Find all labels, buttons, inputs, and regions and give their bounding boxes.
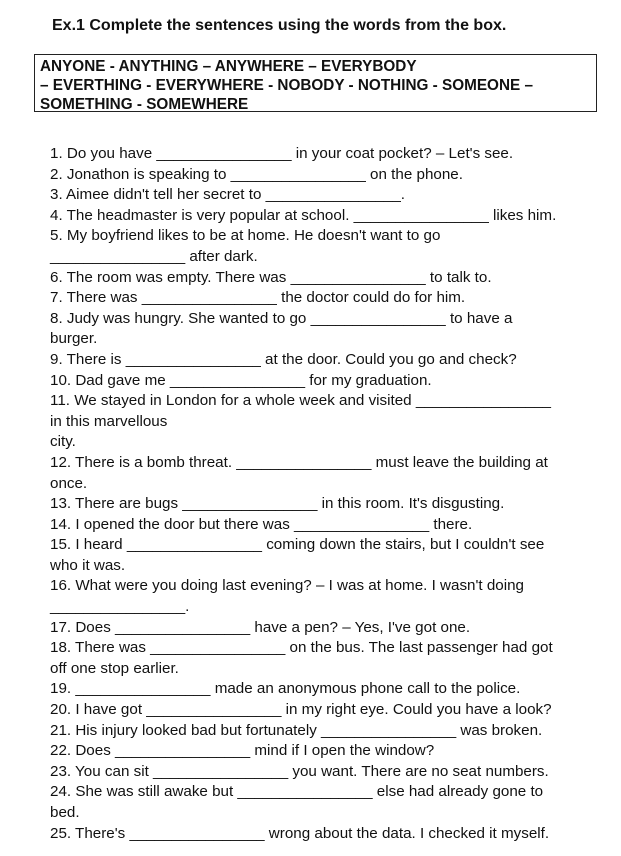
sentence-line: 7. There was ________________ the doctor could do for him.: [50, 289, 466, 307]
word-box-line: – EVERTHING - EVERYWHERE - NOBODY - NOTHING - SOMEONE –: [40, 77, 533, 94]
word-box: [34, 54, 597, 112]
sentence-line: 3. Aimee didn't tell her secret to ________________.: [50, 186, 405, 204]
sentence-line: 6. The room was empty. There was ________________ to talk to.: [50, 268, 492, 286]
sentence-line: 8. Judy was hungry. She wanted to go ________________ to have a: [50, 309, 513, 327]
sentence-line: ________________ after dark.: [50, 247, 258, 265]
sentence-line: ________________.: [50, 598, 190, 616]
sentence-line: 2. Jonathon is speaking to ________________ on the phone.: [50, 165, 463, 183]
sentence-line: 20. I have got ________________ in my right eye. Could you have a look?: [50, 701, 552, 719]
sentence-line: 10. Dad gave me ________________ for my graduation.: [50, 371, 432, 389]
sentence-line: 18. There was ________________ on the bus. The last passenger had got: [50, 639, 553, 657]
word-box-line: SOMETHING - SOMEWHERE: [40, 96, 249, 113]
sentence-line: 17. Does ________________ have a pen? – Yes, I've got one.: [50, 618, 471, 636]
sentence-line: 12. There is a bomb threat. ________________ must leave the building at: [50, 453, 548, 471]
sentence-line: 21. His injury looked bad but fortunately ________________ was broken.: [50, 721, 543, 739]
sentence-line: 13. There are bugs ________________ in this room. It's disgusting.: [50, 495, 505, 513]
sentence-line: once.: [50, 474, 88, 492]
sentence-line: 16. What were you doing last evening? – I was at home. I wasn't doing: [50, 577, 524, 595]
sentence-line: 14. I opened the door but there was ________________ there.: [50, 515, 473, 533]
sentence-line: who it was.: [50, 556, 126, 574]
word-box-line: ANYONE - ANYTHING – ANYWHERE – EVERYBODY: [40, 58, 417, 75]
sentence-line: off one stop earlier.: [50, 659, 179, 677]
sentence-line: in this marvellous: [50, 412, 168, 430]
sentence-line: 1. Do you have ________________ in your coat pocket? – Let's see.: [50, 145, 514, 162]
exercise-title: Ex.1 Complete the sentences using the words from the box.: [52, 17, 507, 34]
sentence-line: 15. I heard ________________ coming down the stairs, but I couldn't see: [50, 536, 545, 554]
sentence-line: 19. ________________ made an anonymous phone call to the police.: [50, 680, 521, 698]
sentence-line: 11. We stayed in London for a whole week and visited ________________: [50, 392, 551, 410]
sentence-line: 9. There is ________________ at the door. Could you go and check?: [50, 350, 517, 368]
sentence-line: 25. There's ________________ wrong about the data. I checked it myself.: [50, 824, 550, 842]
sentence-line: 22. Does ________________ mind if I open the window?: [50, 742, 435, 760]
sentence-line: bed.: [50, 804, 80, 821]
sentence-line: burger.: [50, 330, 98, 348]
sentence-line: 23. You can sit ________________ you want. There are no seat numbers.: [50, 762, 549, 780]
sentence-list: [50, 144, 615, 844]
sentence-line: city.: [50, 433, 76, 451]
sentence-line: 5. My boyfriend likes to be at home. He doesn't want to go: [50, 227, 441, 245]
sentence-line: 4. The headmaster is very popular at school. ________________ likes him.: [50, 206, 557, 224]
sentence-line: 24. She was still awake but ________________ else had already gone to: [50, 783, 544, 801]
